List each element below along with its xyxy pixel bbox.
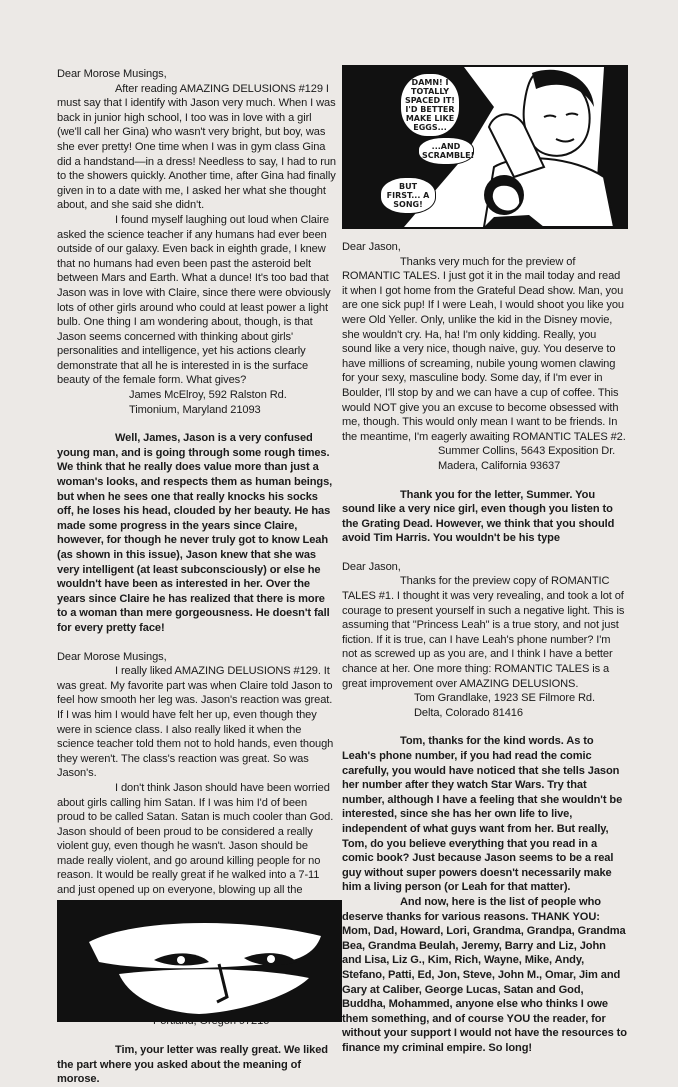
letter-address: Timonium, Maryland 21093 bbox=[129, 403, 261, 416]
speech-bubble: DAMN! I TOTALLY SPACED IT! I'D BETTER MAKE LIKE EGGS... bbox=[400, 73, 460, 137]
editor-reply: Tim, your letter was really great. We liked the part where you asked about the meaning of morose. bbox=[57, 1044, 328, 1086]
letter-paragraph: I really liked AMAZING DELUSIONS #129. It was great. My favorite part was when Claire told Jason to feel how smooth her leg was. Jason's reaction was great. If I was him I would have felt her up, even though they were in science class. I also really liked it when the science teacher told them not to hold hands, even though they weren't. The class's reaction was great. So was Jason's. bbox=[57, 665, 334, 780]
editor-reply: Well, James, Jason is a very confused young man, and is going through some rough times. We think that he really does value more than just a woman's looks, and respects them as human beings, but when he sees one that really knocks his socks off, he loses his head, clouded by her beauty. He has made some progress in the years since Claire, however, for though he never truly got to know Leah (as shown in this issue), Jason knew that she was very intelligent (at least subconsciously) or else he wouldn't have been as interested in her. Over the years since Claire he has realized that there is more to a woman than mere gorgeousness. He doesn't fall for every pretty face! bbox=[57, 432, 333, 634]
speech-bubble: ...AND SCRAMBLE! bbox=[418, 137, 474, 165]
letter-signature: Tom Grandlake, 1923 SE Filmore Rd. bbox=[414, 692, 595, 705]
editor-reply: Thank you for the letter, Summer. You sound like a very nice girl, even though you listen to the Grating Dead. However, we think that you should avoid Tim Harris. You wouldn't be his type bbox=[342, 488, 615, 545]
letter-signature: Summer Collins, 5643 Exposition Dr. bbox=[438, 445, 616, 458]
letter-paragraph: I found myself laughing out loud when Claire asked the science teacher if any humans had ever been outside of our galaxy. Even back in eighth grade, I knew that no humans had even been past the asteroid belt between Mars and Earth. What a dunce! It's too bad that Jason was in love with Claire, since there were obviously lots of other girls around who could at least power a light bulb. One thing I am wondering about, though, is that Jason seems concerned with thinking about girls' personalities and intelligence, yet his actions clearly demonstrate that all he is interested in is the surface beauty of the female form. What gives? bbox=[57, 213, 331, 387]
letter-paragraph: I don't think Jason should have been worried about girls calling him Satan. If I was him I'd of been proud to be called Satan. Satan is much cooler than God. Jason should of been proud to be considered a really violent guy, even though he wasn't. Jason should be made really violent, and go around killing people for no reason. It would be really great if he walked into a 7-11 and just opened up on everyone, blowing up all the bbox=[57, 781, 334, 897]
editor-reply: Tom, thanks for the kind words. As to Leah's phone number, if you had read the comic carefully, you would have noticed that she tells Jason her number after they watch Star Wars. Try that number, although I have a feeling that she wouldn't be interested, since she has her own life to live, independent of what guys want from her. But really, Tom, do you believe everything that you read in a comic book? Just because Jason seems to be a real guy without super powers doesn't necessarily make him a living person (or Leah for that matter). bbox=[342, 735, 623, 894]
comic-panel-top bbox=[342, 65, 628, 229]
letter-signature: James McElroy, 592 Ralston Rd. bbox=[129, 389, 287, 402]
comic-art-face-closeup bbox=[59, 902, 340, 1020]
comic-panel-bottom bbox=[57, 900, 342, 1022]
letter-paragraph: After reading AMAZING DELUSIONS #129 I must say that I identify with Jason very much. When I was back in junior high school, I too was in love with a girl (we'll call her Gina) who wasn't very bright, but boy, was she ever pretty! One time when I was in gym class Gina did a handstand—in a dress! Needless to say, I had to run to the showers quickly. Another time, after Gina had finally given in to a date with me, I asked her what she thought about, and she said she didn't. bbox=[57, 82, 337, 212]
letter-salutation: Dear Jason, bbox=[342, 560, 401, 573]
letter-paragraph: Thanks very much for the preview of ROMANTIC TALES. I just got it in the mail today and read it when I got home from the Grateful Dead show. Man, you are one sick pup! If I were Leah, I would shoot you like you were Old Yeller. Only, unlike the kid in the Disney movie, she wouldn't cry. Ha, ha! I'm only kidding. Really, you sound like a very nice, though naive, guy. You deserve to have millions of screaming, nubile young women clawing for your sexy, masculine body. Some day, if I'm ever in Boulder, I'll stop by and we can have a cup of coffee. This would NOT give you an excuse to become obsessed with me, though. This would only mean I want to be friends. In the meantime, I'm eagerly awaiting ROMANTIC TALES #2. bbox=[342, 255, 626, 443]
letter-salutation: Dear Jason, bbox=[342, 241, 401, 253]
letter-address: Madera, California 93637 bbox=[438, 459, 561, 472]
letter-salutation: Dear Morose Musings, bbox=[57, 650, 167, 663]
thank-you-list: And now, here is the list of people who deserve thanks for various reasons. THANK YOU: Mom, Dad, Howard, Lori, Grandma, Grandpa, Grandma Bea, Grandma Beulah, Jeremy, Barry and Liz, John and Lisa, Liz G., Kim, Rich, Wayne, Mike, Andy, Stefano, Patti, Ed, Jon, Steve, John M., Omar, Jim and Gary at Caliber, George Lucas, Satan and God, Buddha, Mohammed, anyone else who thinks I owe them something, and of course YOU the reader, for without your support I would not have the resources to finance my criminal empire. So long! bbox=[342, 895, 627, 1054]
letter-paragraph: Thanks for the preview copy of ROMANTIC TALES #1. I thought it was very revealing, and took a lot of courage to present yourself in such a negative light. This is assuming that "Princess Leah" is a true story, and not just fiction. If it is true, can I have Leah's phone number? I'm not as screwed up as you are, and I think I have a better chance at her. One more thing: ROMANTIC TALES is a great improvement over AMAZING DELUSIONS. bbox=[342, 575, 625, 690]
right-column bbox=[342, 240, 627, 1055]
speech-bubble: BUT FIRST... A SONG! bbox=[380, 177, 436, 214]
bleed-through-text bbox=[342, 44, 642, 54]
letter-salutation: Dear Morose Musings, bbox=[57, 68, 167, 80]
letter-address: Delta, Colorado 81416 bbox=[414, 706, 523, 719]
